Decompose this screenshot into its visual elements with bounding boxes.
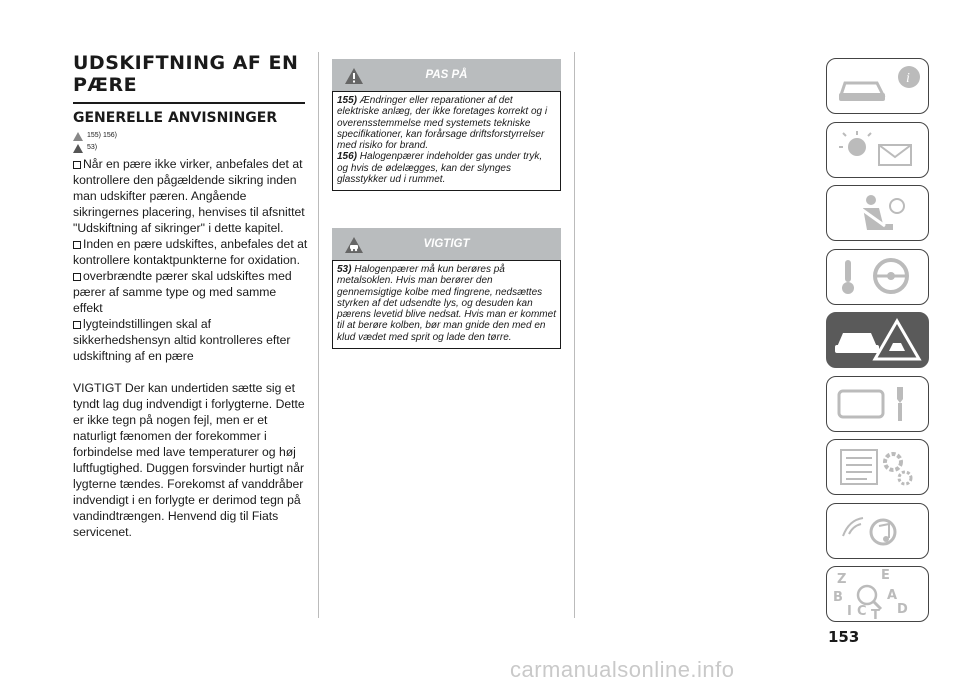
- footer-watermark[interactable]: carmanualsonline.info: [510, 657, 735, 682]
- svg-text:i: i: [906, 71, 910, 86]
- chapter-tabs: [826, 58, 929, 630]
- technical-data-icon: [827, 440, 927, 493]
- svg-text:A: A: [887, 588, 898, 603]
- tab-maintenance[interactable]: [826, 376, 929, 432]
- tab-technical-data[interactable]: [826, 439, 929, 495]
- multimedia-icon: [827, 504, 927, 557]
- tab-emergency[interactable]: [826, 312, 929, 368]
- alignment-paragraph: lygteindstillingen skal af sikkerhedshensyn altid kontrolleres efter udskiftning af en pære: [73, 317, 291, 363]
- lights-message-icon: [827, 123, 927, 176]
- title-divider: [73, 102, 305, 104]
- svg-text:E: E: [881, 568, 890, 583]
- tab-seat-airbag[interactable]: [826, 185, 929, 241]
- svg-text:T: T: [871, 608, 880, 620]
- seat-airbag-icon: [827, 186, 927, 239]
- tab-lights-messages[interactable]: [826, 122, 929, 178]
- warning-box-body: [332, 91, 561, 191]
- caution-refs: 53): [73, 142, 308, 154]
- page-number: 153: [828, 628, 860, 646]
- svg-text:B: B: [833, 590, 843, 605]
- bullet-icon: [73, 321, 81, 329]
- car-info-icon: [827, 59, 927, 112]
- bullet-icon: [73, 241, 81, 249]
- warning-box: [332, 59, 561, 191]
- intro-paragraph: Når en pære ikke virker, anbefales det at kontrollere den pågældende sikring inden man udskifter pæren. Angående sikringernes placering, henvises til afsnittet "Udskiftning af sikringer" i dette kapitel.: [73, 157, 305, 235]
- caution-triangle-icon: [344, 235, 364, 267]
- caution-item: 53) Halogenpærer må kun berøres på metalsoklen. Hvis man berører den gennemsigtige kolbe med fingrene, nedsættes styrken af det udsendte lys, og desuden kan pærens levetid blive nedsat. Hvis man er kommet til at berøre kolben, bør man gnide den med en klud vædet med sprit og lade den tørre.: [337, 264, 556, 343]
- warning-triangle-icon: [73, 132, 83, 141]
- svg-text:I: I: [847, 604, 852, 619]
- same-type-paragraph: overbrændte pærer skal udskiftes med pærer af samme type og med samme effekt: [73, 269, 292, 315]
- oxidation-paragraph: Inden en pære udskiftes, anbefales det at kontrollere kontaktpunkterne for oxidation.: [73, 237, 308, 267]
- column-divider: [318, 52, 319, 618]
- tab-car-info[interactable]: [826, 58, 929, 114]
- tab-index[interactable]: [826, 566, 929, 622]
- alphabetical-index-icon: [827, 567, 927, 620]
- svg-text:D: D: [897, 602, 908, 617]
- warning-item: 156) Halogenpærer indeholder gas under tryk, og hvis de ødelægges, kan der slynges glasstykker ud i rummet.: [337, 151, 543, 186]
- section-title: GENERELLE ANVISNINGER: [73, 110, 278, 126]
- caution-triangle-icon: [73, 144, 83, 153]
- car-maintenance-icon: [827, 377, 927, 430]
- emergency-warning-icon: [827, 313, 927, 366]
- page-title: UDSKIFTNING AF EN PÆRE: [73, 52, 299, 96]
- warning-refs: 155) 156): [73, 130, 308, 142]
- bullet-icon: [73, 161, 81, 169]
- key-steering-icon: [827, 250, 927, 303]
- condensation-paragraph: VIGTIGT Der kan undertiden sætte sig et tyndt lag dug indvendigt i forlygterne. Dette er ikke tegn på nogen fejl, men er et naturligt fænomen der forekommer i forbindelse med lave temperaturer og høj luftfugtighed. Duggen forsvinder hurtigt når lygterne tændes. Forekomst af vanddråber indvendigt i en forlygte er derimod tegn på vandindtrængen. Henvend dig til Fiats servicenet.: [73, 381, 305, 539]
- warning-box-header: PAS PÅ: [332, 59, 561, 91]
- caution-box: [332, 228, 561, 349]
- warning-triangle-icon: [344, 66, 364, 98]
- main-column: [73, 52, 308, 540]
- caution-box-body: [332, 260, 561, 349]
- tab-multimedia[interactable]: [826, 503, 929, 559]
- svg-text:Z: Z: [837, 572, 847, 587]
- bullet-icon: [73, 273, 81, 281]
- caution-box-header: VIGTIGT: [332, 228, 561, 260]
- svg-text:C: C: [857, 604, 867, 619]
- warning-item: 155) Ændringer eller reparationer af det elektriske anlæg, der ikke foretages korrekt og i overensstemmelse med systemets tekniske specifikationer, kan forårsage driftsforstyrrelser med risiko for brand.: [337, 95, 548, 152]
- tab-key-steering[interactable]: [826, 249, 929, 305]
- column-divider: [574, 52, 575, 618]
